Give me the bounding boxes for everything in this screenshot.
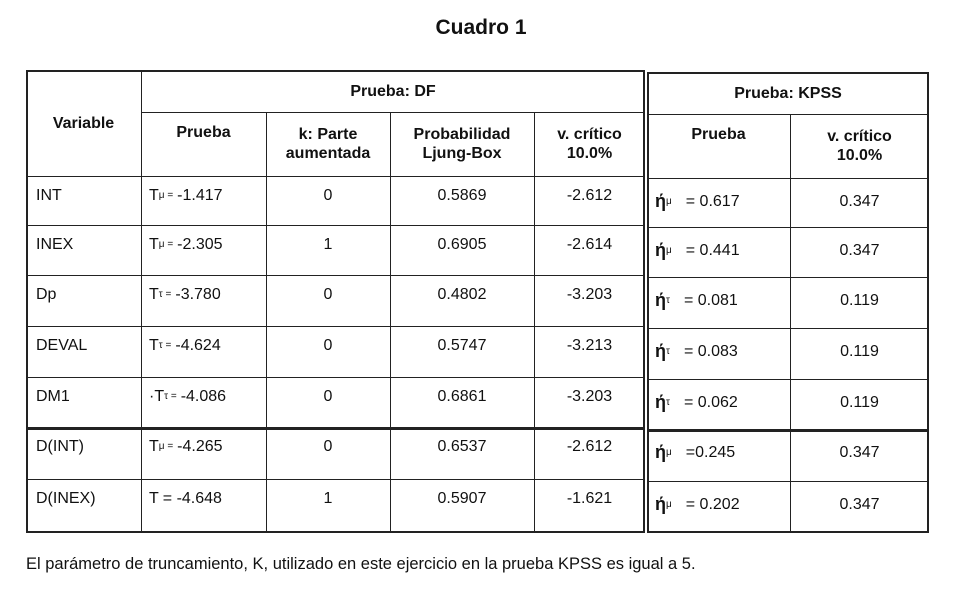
footnote: El parámetro de truncamiento, K, utilizado en este ejercicio en la prueba KPSS es igual a 5. <box>26 555 696 573</box>
df-stat-symbol: T <box>149 187 159 204</box>
kpss-stat-value: = 0.062 <box>683 394 738 411</box>
cell-df-critical: -3.213 <box>566 337 613 354</box>
kpss-stat-symbol: ή <box>655 191 666 211</box>
cell-ljung-box-prob: 0.5869 <box>437 187 487 204</box>
cell-kpss-critical: 0.347 <box>839 444 880 461</box>
df-stat-value: -4.265 <box>177 438 223 455</box>
df-stat-value: = -4.648 <box>162 490 222 507</box>
kpss-stat-symbol: ή <box>655 442 666 462</box>
kpss-stat-subscript: τ <box>666 295 670 306</box>
variable-label: DM1 <box>36 388 70 405</box>
cell-variable <box>26 479 141 525</box>
cell-kpss-critical: 0.347 <box>839 193 880 210</box>
table-title: Cuadro 1 <box>435 16 527 39</box>
df-stat-symbol: ·T <box>149 388 165 405</box>
header-df-k <box>266 112 390 176</box>
header-df-prob <box>390 112 534 176</box>
df-stat-subscript: μ = <box>158 239 174 250</box>
cell-k-augmented: 1 <box>323 236 333 253</box>
kpss-stat-value: = 0.083 <box>683 343 738 360</box>
header-variable: Variable <box>52 114 115 132</box>
cell-df-statistic <box>141 479 266 525</box>
cell-k-augmented: 0 <box>323 438 333 455</box>
header-kpss-prueba: Prueba <box>691 125 746 143</box>
cell-k-augmented: 0 <box>323 187 333 204</box>
df-stat-subscript: μ = <box>158 441 174 452</box>
df-stat-value: -4.624 <box>175 337 221 354</box>
kpss-stat-value: = 0.081 <box>683 292 738 309</box>
cell-kpss-critical: 0.347 <box>839 242 880 259</box>
cell-variable <box>26 225 141 267</box>
kpss-stat-symbol: ή <box>655 494 666 514</box>
cell-ljung-box-prob: 0.6861 <box>437 388 487 405</box>
df-stat-symbol: T <box>149 236 159 253</box>
cell-df-statistic <box>141 427 266 471</box>
cell-k-augmented: 0 <box>323 286 333 303</box>
header-df-crit-line2: 10.0% <box>566 145 613 162</box>
cell-variable <box>26 176 141 217</box>
kpss-stat-subscript: μ <box>666 245 672 256</box>
results-table <box>26 70 929 533</box>
df-stat-symbol: T <box>149 286 159 303</box>
header-df-crit-line1: v. crítico <box>557 126 622 143</box>
cell-df-critical: -1.621 <box>566 490 613 507</box>
variable-label: INT <box>36 187 62 204</box>
df-stat-subscript: τ = <box>158 289 172 300</box>
kpss-stat-subscript: μ <box>666 196 672 207</box>
header-kpss-crit-line2: 10.0% <box>836 147 883 164</box>
variable-label: D(INT) <box>36 438 84 455</box>
df-stat-symbol: T <box>149 337 159 354</box>
kpss-stat-value: = 0.441 <box>685 242 740 259</box>
cell-ljung-box-prob: 0.5747 <box>437 337 487 354</box>
cell-ljung-box-prob: 0.6537 <box>437 438 487 455</box>
df-stat-subscript: τ = <box>158 340 172 351</box>
variable-label: Dp <box>36 286 57 303</box>
df-stat-subscript: μ = <box>158 190 174 201</box>
kpss-stat-value: = 0.202 <box>685 496 740 513</box>
header-df-k-line2: aumentada <box>285 145 371 162</box>
df-stat-subscript: τ = <box>164 391 177 402</box>
kpss-stat-subscript: τ <box>666 346 670 357</box>
df-stat-value: -4.086 <box>180 388 227 405</box>
cell-variable <box>26 377 141 419</box>
cell-k-augmented: 0 <box>323 337 333 354</box>
cell-kpss-statistic <box>647 481 790 527</box>
kpss-stat-value: = 0.617 <box>685 193 740 210</box>
header-df-prueba: Prueba <box>176 123 231 141</box>
df-stat-symbol: T <box>149 438 159 455</box>
kpss-stat-subscript: μ <box>666 447 672 458</box>
kpss-stat-subscript: μ <box>666 499 672 510</box>
cell-df-statistic <box>141 225 266 267</box>
header-df-crit <box>534 112 645 176</box>
kpss-stat-subscript: τ <box>666 397 670 408</box>
cell-kpss-statistic <box>647 178 790 219</box>
cell-kpss-statistic <box>647 379 790 421</box>
cell-variable <box>26 427 141 471</box>
df-stat-value: -3.780 <box>175 286 221 303</box>
cell-df-statistic <box>141 275 266 318</box>
cell-k-augmented: 0 <box>323 388 333 405</box>
header-kpss-crit <box>790 114 929 178</box>
cell-kpss-critical: 0.119 <box>840 394 879 411</box>
kpss-stat-symbol: ή <box>655 240 666 260</box>
kpss-stat-symbol: ή <box>655 341 666 361</box>
cell-kpss-statistic <box>647 429 790 473</box>
kpss-stat-symbol: ή <box>655 392 666 412</box>
cell-df-statistic <box>141 176 266 217</box>
variable-label: INEX <box>36 236 74 253</box>
df-stat-symbol: T <box>149 490 159 507</box>
cell-ljung-box-prob: 0.5907 <box>437 490 487 507</box>
cell-kpss-critical: 0.347 <box>839 496 880 513</box>
cell-kpss-statistic <box>647 277 790 320</box>
cell-variable <box>26 275 141 318</box>
cell-df-critical: -2.612 <box>566 438 613 455</box>
cell-df-statistic <box>141 377 266 419</box>
header-df-group: Prueba: DF <box>350 82 436 100</box>
cell-df-statistic <box>141 326 266 369</box>
cell-variable <box>26 326 141 369</box>
variable-label: DEVAL <box>36 337 88 354</box>
cell-df-critical: -2.612 <box>566 187 613 204</box>
header-kpss-group: Prueba: KPSS <box>734 84 842 102</box>
df-stat-value: -1.417 <box>177 187 223 204</box>
cell-k-augmented: 1 <box>323 490 333 507</box>
kpss-stat-symbol: ή <box>655 290 666 310</box>
cell-ljung-box-prob: 0.6905 <box>437 236 487 253</box>
cell-kpss-statistic <box>647 227 790 269</box>
header-kpss-crit-line1: v. crítico <box>827 128 892 145</box>
header-df-prob-line2: Ljung-Box <box>422 145 502 162</box>
cell-df-critical: -3.203 <box>566 388 613 405</box>
cell-kpss-critical: 0.119 <box>840 343 879 360</box>
cell-df-critical: -3.203 <box>566 286 613 303</box>
kpss-stat-value: =0.245 <box>685 444 736 461</box>
cell-ljung-box-prob: 0.4802 <box>437 286 487 303</box>
cell-kpss-critical: 0.119 <box>840 292 879 309</box>
header-df-prob-line1: Probabilidad <box>413 126 511 143</box>
variable-label: D(INEX) <box>36 490 96 507</box>
cell-kpss-statistic <box>647 328 790 371</box>
cell-df-critical: -2.614 <box>566 236 613 253</box>
df-stat-value: -2.305 <box>177 236 223 253</box>
header-df-k-line1: k: Parte <box>298 126 358 143</box>
